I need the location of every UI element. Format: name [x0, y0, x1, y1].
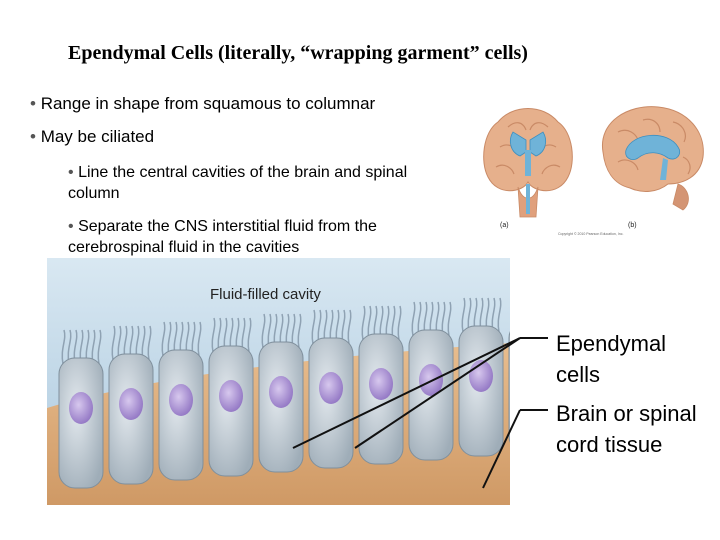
cell-nucleus: [319, 372, 343, 404]
cell-nucleus: [119, 388, 143, 420]
bullet-shape-range: [30, 94, 375, 114]
cell-nucleus: [419, 364, 443, 396]
copyright-text: Copyright © 2010 Pearson Education, Inc.: [558, 232, 624, 236]
brain-lateral-view: [602, 107, 703, 210]
cell-nucleus: [369, 368, 393, 400]
cell-body: [509, 322, 510, 452]
ependymal-cells-label: Ependymal cells: [556, 331, 667, 387]
bullet-glyph: •: [68, 164, 74, 181]
cell-nucleus: [69, 392, 93, 424]
panel-a-label: (a): [500, 222, 509, 229]
slide-title: Ependymal Cells (literally, “wrapping garment” cells): [68, 42, 528, 64]
bullet-text: Separate the CNS interstitial fluid from the cerebrospinal fluid in the cavities: [68, 218, 377, 256]
subbullet-line-cavities: [68, 162, 453, 204]
brain-ventricles-figure: [478, 92, 708, 242]
cell-nucleus: [269, 376, 293, 408]
panel-b-label: (b): [628, 222, 637, 229]
cell-nucleus: [469, 360, 493, 392]
bullet-glyph: •: [68, 218, 74, 235]
bullet-text: May be ciliated: [40, 127, 155, 146]
bullet-text: Line the central cavities of the brain and spinal column: [68, 164, 408, 202]
cell-nucleus: [169, 384, 193, 416]
cell-nucleus: [219, 380, 243, 412]
bullet-glyph: •: [30, 94, 36, 113]
bullet-text: Range in shape from squamous to columnar: [40, 94, 376, 113]
subbullet-separate-fluid: [68, 216, 423, 258]
fluid-cavity-label: Fluid-filled cavity: [210, 286, 321, 303]
bullet-glyph: •: [30, 127, 36, 146]
brain-frontal-view: [484, 109, 573, 218]
bullet-ciliated: [30, 127, 154, 147]
tissue-label: Brain or spinal cord tissue: [556, 401, 697, 457]
